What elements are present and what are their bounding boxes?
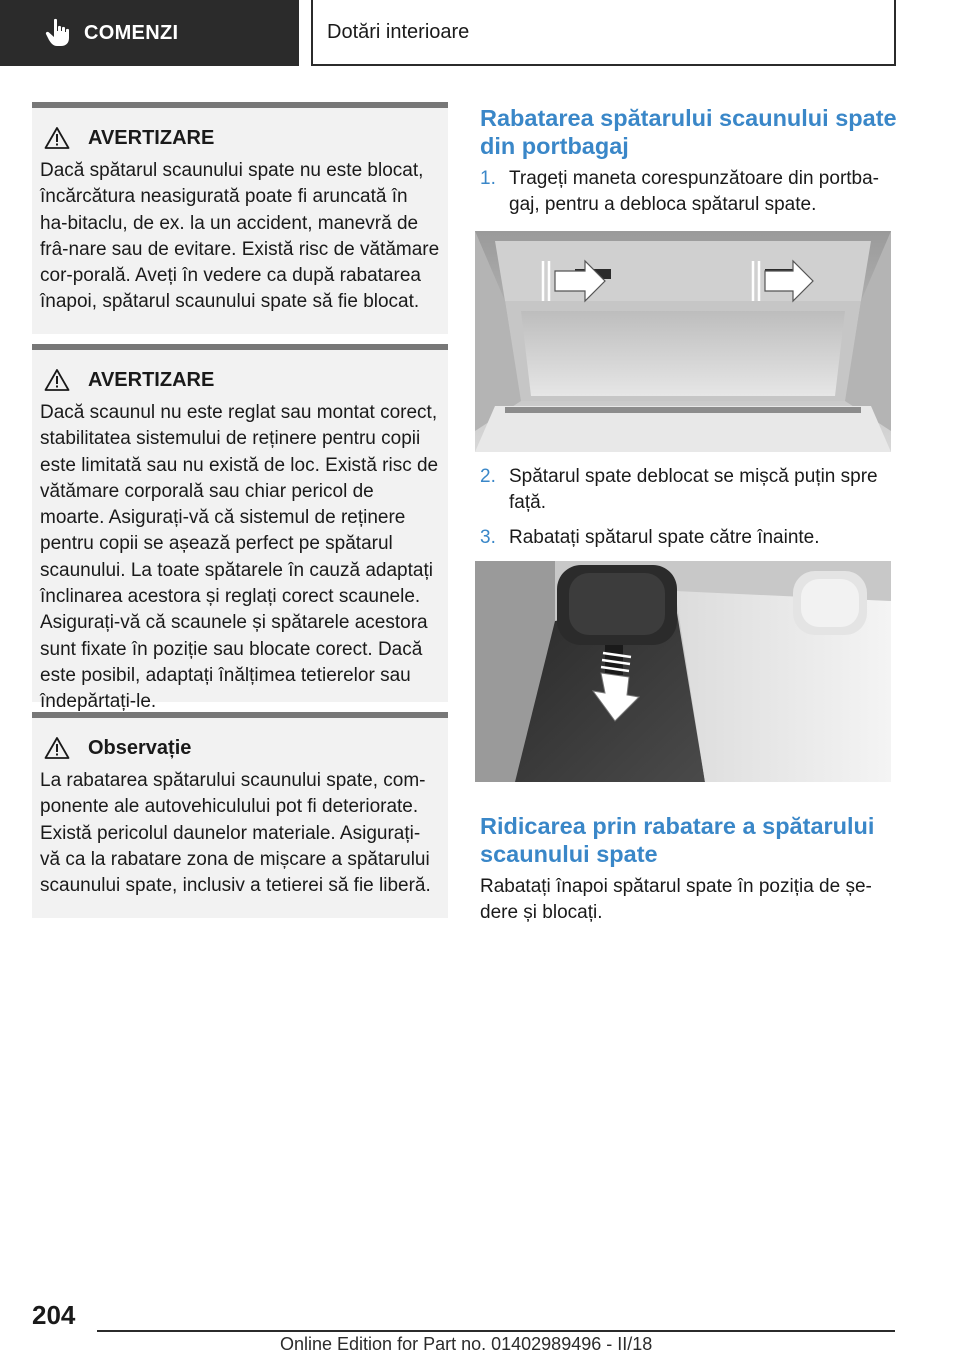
warning-box-2 <box>32 344 448 713</box>
warning-box-1 <box>32 102 448 334</box>
chapter-label: COMENZI <box>84 21 179 44</box>
warning-text: Dacă spătarul scaunului spate nu este blocat, încărcătura neasigurată poate fi aruncată în ha-bitaclu, de ex. la un accident, manevră de frâ-nare sau de evitare. Există risc de vătămare cor-porală. Aveți în vedere ca după rabatarea înapoi, spătarul scaunului spate să fie blocat. <box>40 160 440 313</box>
warning-title: AVERTIZARE <box>88 126 215 149</box>
section-heading-fold-from-trunk: Rabatarea spătarului scaunului spate din portbagaj <box>480 105 897 159</box>
step-item <box>480 525 900 551</box>
section-tab[interactable] <box>311 0 896 66</box>
step-list-1 <box>480 166 900 218</box>
seat-figure <box>475 561 891 782</box>
step-text: Trageți maneta corespunzătoare din portba-gaj, pentru a debloca spătarul spate. <box>509 168 880 215</box>
page-number: 204 <box>32 1300 76 1330</box>
footer-divider <box>97 1330 895 1332</box>
step-text: Rabatați spătarul spate către înainte. <box>509 527 820 548</box>
edition-text: Online Edition for Part no. 01402989496 - II/18 <box>280 1334 653 1354</box>
warning-title-row <box>44 368 440 392</box>
trunk-figure <box>475 231 891 452</box>
notice-text: La rabatarea spătarului scaunului spate, com-ponente ale autovehiculului pot fi deteriorate. Există pericolul daunelor materiale. Asigurați-vă ca la rabatare zona de mișcare a spătarului scaunului spate, inclusiv a tetierei să fie liberă. <box>40 770 431 897</box>
step-number: 3. <box>480 527 496 548</box>
notice-title-row <box>44 736 440 760</box>
warning-text: Dacă scaunul nu este reglat sau montat corect, stabilitatea sistemului de reținere pentru copii este limitată sau nu există de loc. Există risc de vătămare corporală sau chiar pericol de moarte. Asigurați-vă că sistemul de reținere pentru copii se așează perfect pe spătarul scaunului. La toate spătarele în cauză adaptați înclinarea acestora și reglați corect scaunele. Asigurați-vă că scaunele și spătarele acestora sunt fixate în poziție sau blocate corect. Dacă este posibil, adaptați înălțimea tetierelor sau îndepărtați-le. <box>40 402 439 713</box>
pointing-hand-icon <box>38 13 78 53</box>
notice-box <box>32 712 448 918</box>
warning-triangle-icon <box>44 126 70 150</box>
section-label: Dotări interioare <box>327 20 470 43</box>
warning-triangle-icon <box>44 368 70 392</box>
step-number: 2. <box>480 466 496 487</box>
section-paragraph: Rabatați înapoi spătarul spate în poziția de șe-dere și blocați. <box>480 876 872 923</box>
step-item <box>480 464 900 516</box>
section-heading-raise-backrest: Ridicarea prin rabatare a spătarului scaunului spate <box>480 813 875 867</box>
step-text: Spătarul spate deblocat se mișcă puțin spre față. <box>509 466 878 513</box>
step-list-2 <box>480 464 900 551</box>
page-header <box>0 0 960 66</box>
warning-title: AVERTIZARE <box>88 368 215 391</box>
warning-title-row <box>44 126 440 150</box>
notice-title: Observație <box>88 736 192 759</box>
warning-triangle-icon <box>44 736 70 760</box>
step-item <box>480 166 900 218</box>
step-number: 1. <box>480 168 496 189</box>
chapter-tab[interactable] <box>0 0 299 66</box>
